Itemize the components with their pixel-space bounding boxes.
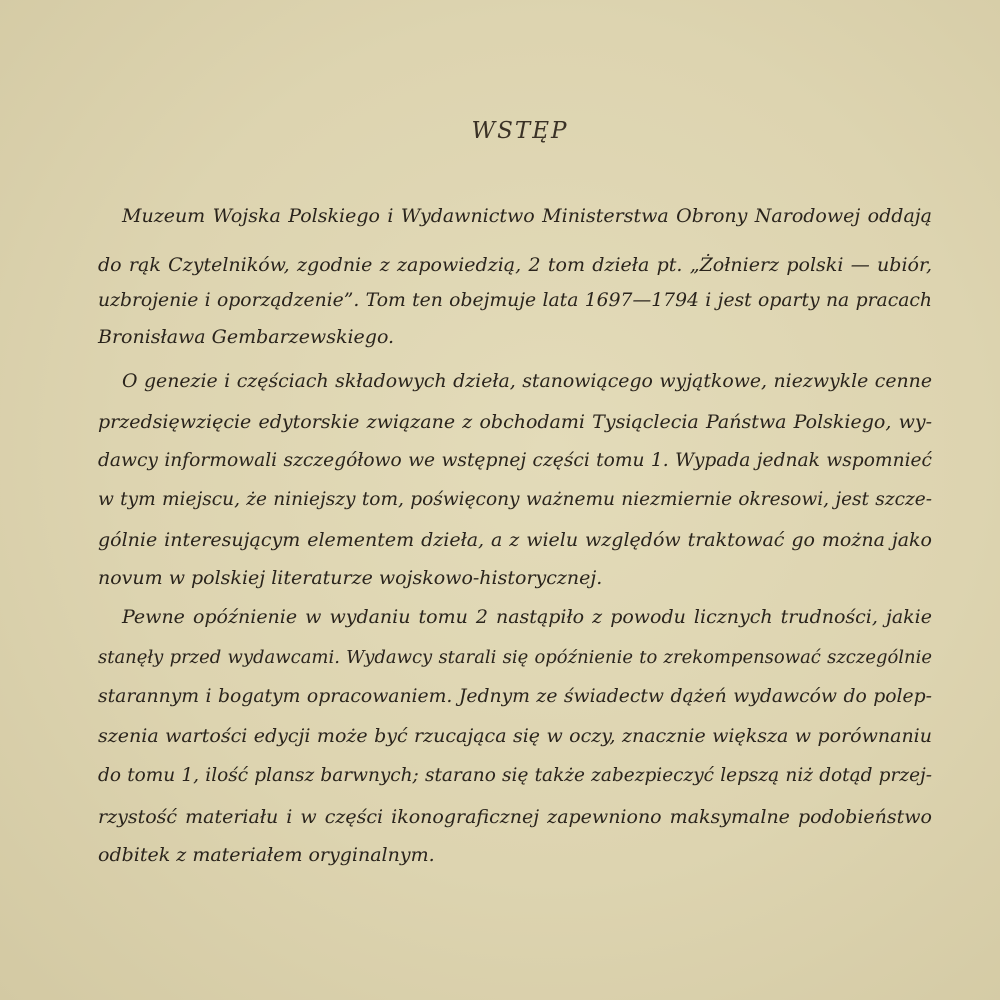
paragraph-3-line-3: starannym i bogatym opracowaniem. Jednym ze świadectw dążeń wydawców do polep- [98,686,932,707]
paragraph-3-line-1: Pewne opóźnienie w wydaniu tomu 2 nastąpiło z powodu licznych trudności, jakie [122,606,932,628]
paragraph-2-line-5: gólnie interesującym elementem dzieła, a z wielu względów traktować go można jako [98,529,932,551]
page-heading: WSTĘP [471,118,569,144]
paragraph-1-line-3: uzbrojenie i oporządzenie”. Tom ten obejmuje lata 1697—1794 i jest oparty na pracach [98,290,932,311]
paragraph-2-line-2: przedsięwzięcie edytorskie związane z obchodami Tysiąclecia Państwa Polskiego, wy- [98,411,932,433]
paragraph-2-line-4: w tym miejscu, że niniejszy tom, poświęcony ważnemu niezmiernie okresowi, jest szcze- [98,489,932,510]
paragraph-3-line-5: do tomu 1, ilość plansz barwnych; starano się także zabezpieczyć lepszą niż dotąd przej- [98,765,932,786]
paragraph-3-line-2: stanęły przed wydawcami. Wydawcy starali się opóźnienie to zrekompensować szczególnie [98,647,932,668]
paragraph-3-line-4: szenia wartości edycji może być rzucająca się w oczy, znacznie większa w porównaniu [98,725,932,747]
paragraph-1-line-1: Muzeum Wojska Polskiego i Wydawnictwo Ministerstwa Obrony Narodowej oddają [122,205,932,227]
paragraph-3-line-6: rzystość materiału i w części ikonograficznej zapewniono maksymalne podobieństwo [98,806,932,828]
paragraph-1-line-4: Bronisława Gembarzewskiego. [98,326,395,348]
paragraph-2-line-3: dawcy informowali szczegółowo we wstępnej części tomu 1. Wypada jednak wspomnieć [98,450,932,471]
paragraph-1-line-2: do rąk Czytelników, zgodnie z zapowiedzią, 2 tom dzieła pt. „Żołnierz polski — ubiór, [98,254,932,276]
paragraph-2-line-6: novum w polskiej literaturze wojskowo-historycznej. [98,567,603,589]
paragraph-3-line-7: odbitek z materiałem oryginalnym. [98,844,435,866]
paragraph-2-line-1: O genezie i częściach składowych dzieła, stanowiącego wyjątkowe, niezwykle cenne [122,370,932,392]
